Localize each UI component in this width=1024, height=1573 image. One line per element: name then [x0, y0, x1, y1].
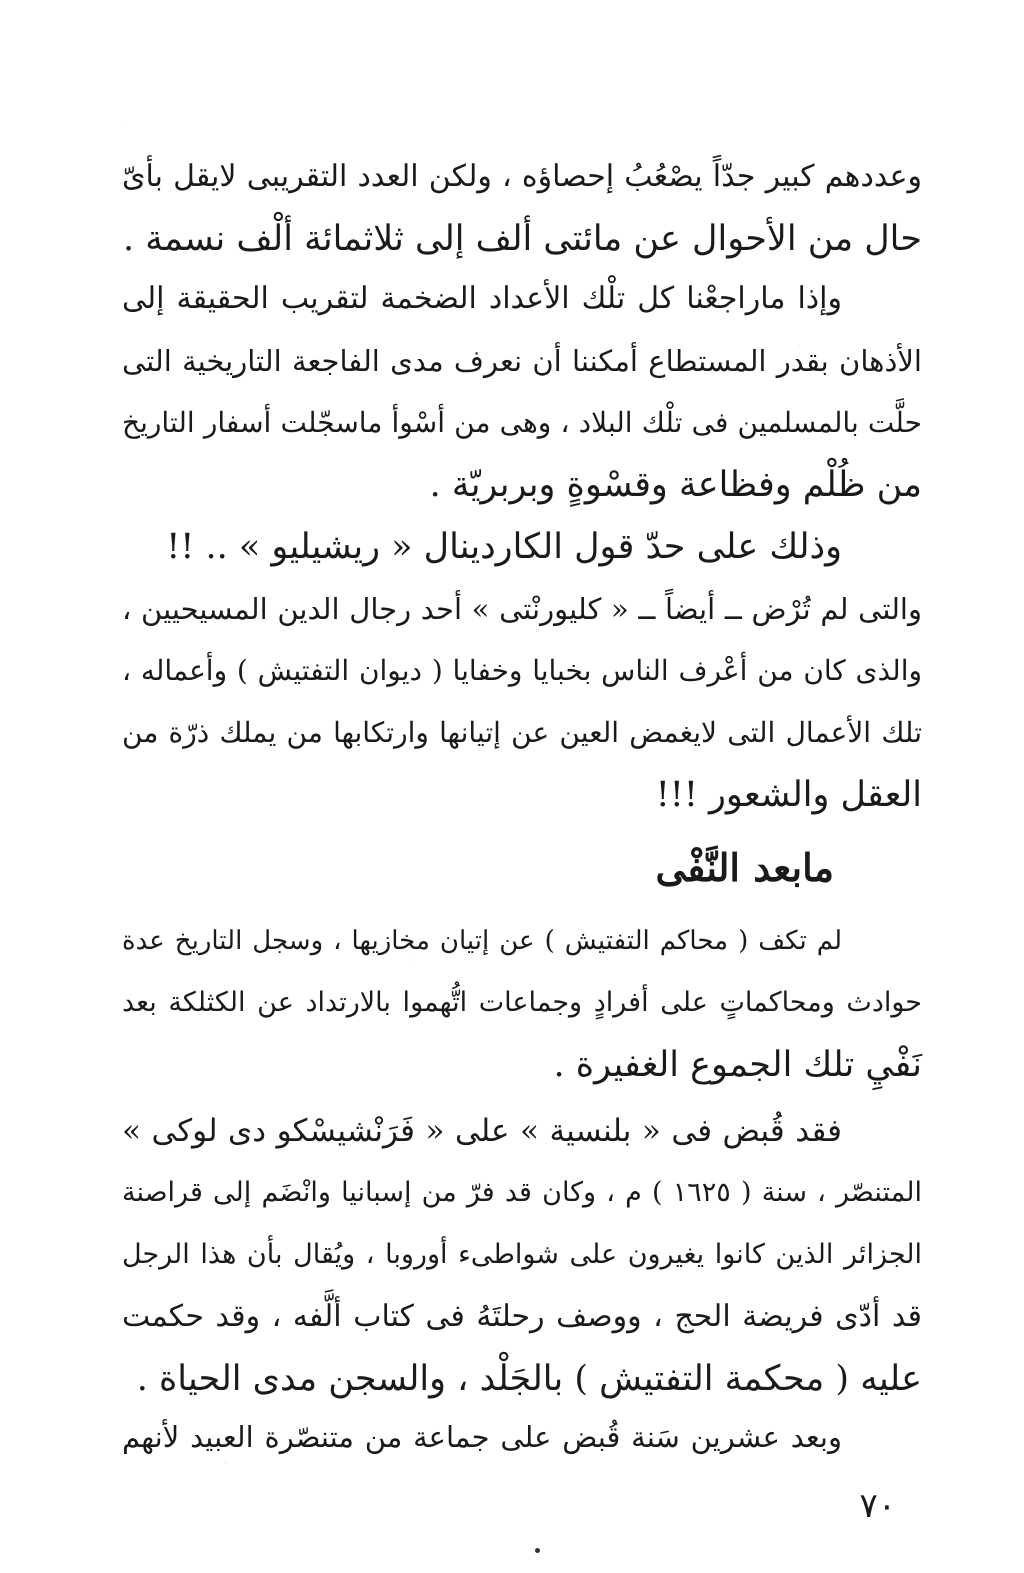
- text-line: حلَّت بالمسلمين فى تلْك البلاد ، وهى من أسْوأ ماسجّلت أسفار التاريخ: [122, 406, 922, 439]
- paragraph-4: [122, 910, 922, 1096]
- text-line: حوادث ومحاكماتٍ على أفرادٍ وجماعات اتُّهموا بالارتداد عن الكثلكة بعد: [122, 987, 922, 1018]
- text-line: حال من الأحوال عن مائتى ألف إلى ثلاثمائة ألْف نسمة .: [122, 219, 922, 259]
- text-line: من ظُلْم وفظاعة وقسْوةٍ وبربريّة .: [429, 465, 922, 505]
- paragraph-2: [122, 268, 922, 516]
- paragraph-5: [122, 1100, 922, 1410]
- text-line: العقل والشعور !!!: [655, 775, 922, 815]
- text-line: قد أدّى فريضة الحج ، ووصف رحلتَهُ فى كتاب ألَّفه ، وقد حكمت: [122, 1299, 922, 1334]
- text-line: وذلك على حدّ قول الكاردينال « ريشيليو » .. !!: [166, 527, 842, 567]
- paragraph-3: [122, 516, 922, 826]
- page-number: ٧٠: [859, 1486, 896, 1526]
- text-line: فقد قُبض فى « بلنسية » على « فَرَنْشيسْكو دى لوكى »: [122, 1113, 842, 1149]
- text-line: والذى كان من أعْرف الناس بخبايا وخفايا ( ديوان التفتيش ) وأعماله ،: [122, 654, 922, 687]
- section-heading: مابعد النَّفْى: [655, 845, 834, 890]
- text-line: تلك الأعمال التى لايغمض العين عن إتيانها وارتكابها من يملك ذرّة من: [122, 716, 922, 749]
- text-line: والتى لم تُرْض ــ أيضاً ــ « كليورنْتى » أحد رجال الدين المسيحيين ،: [122, 592, 922, 626]
- text-line: الأذهان بقدر المستطاع أمكننا أن نعرف مدى الفاجعة التاريخية التى: [122, 344, 922, 378]
- text-line: وعددهم كبير جدّاً يصْعُبُ إحصاؤه ، ولكن العدد التقريبى لايقل بأىّ: [122, 159, 922, 194]
- paragraph-1: [122, 146, 922, 270]
- text-line: وبعد عشرين سَنة قُبض على جماعة من متنصّرة العبيد لأنهم: [122, 1420, 842, 1454]
- paragraph-6: [122, 1406, 922, 1468]
- text-line: المتنصّر ، سنة ( ١٦٢٥ ) م ، وكان قد فرّ من إسبانيا وانْضَم إلى قراصنة: [122, 1177, 922, 1208]
- text-line: عليه ( محكمة التفتيش ) بالجَلْد ، والسجن مدى الحياة .: [136, 1359, 922, 1399]
- text-line: وإذا ماراجعْنا كل تلْك الأعداد الضخمة لتقريب الحقيقة إلى: [122, 281, 842, 316]
- text-line: لم تكف ( محاكم التفتيش ) عن إتيان مخازيها ، وسجل التاريخ عدة: [122, 926, 842, 956]
- text-line: الجزائر الذين كانوا يغيرون على شواطىء أوروبا ، ويُقال بأن هذا الرجل: [122, 1239, 922, 1270]
- text-line: نَفْيِ تلك الجموع الغفيرة .: [553, 1045, 922, 1085]
- scan-speck: [535, 1548, 540, 1553]
